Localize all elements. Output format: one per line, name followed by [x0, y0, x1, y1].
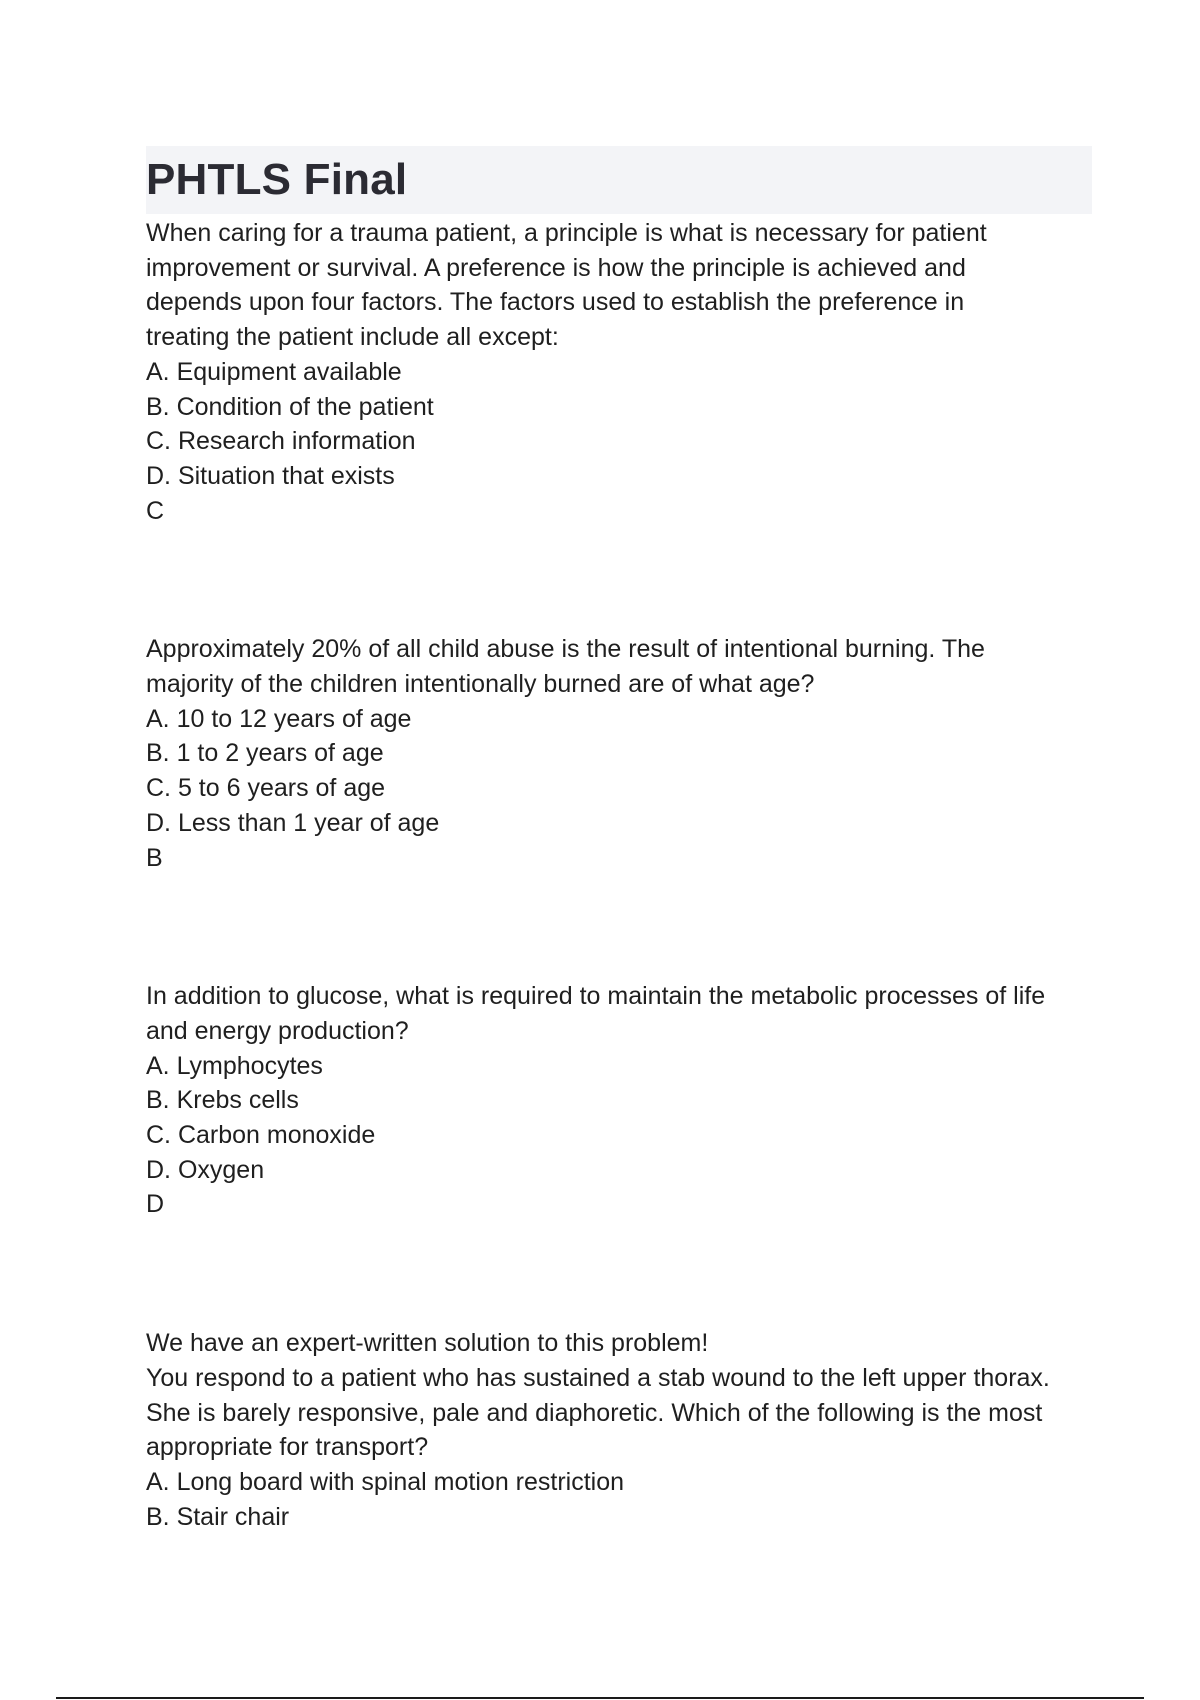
question-text: You respond to a patient who has sustained a stab wound to the left upper thorax. She is barely responsive, pale and diaphoretic. Which of the following is the most appropriate for transport? — [146, 1363, 1050, 1462]
title-bar — [146, 146, 1092, 214]
question-text: Approximately 20% of all child abuse is the result of intentional burning. The majority of the children intentionally burned are of what age? — [146, 635, 985, 699]
spacer — [146, 875, 1092, 979]
option-d: D. Situation that exists — [146, 461, 395, 490]
question-3 — [146, 979, 1092, 1222]
spacer — [146, 1222, 1092, 1326]
footer-divider — [56, 1697, 1144, 1699]
option-a: A. Equipment available — [146, 357, 402, 386]
answer: D — [146, 1190, 165, 1219]
option-b: B. 1 to 2 years of age — [146, 739, 384, 768]
question-text: In addition to glucose, what is required to maintain the metabolic processes of life and energy production? — [146, 982, 1046, 1045]
option-d: D. Oxygen — [146, 1155, 265, 1184]
question-4 — [146, 1326, 1092, 1534]
question-text: When caring for a trauma patient, a principle is what is necessary for patient improvement or survival. A preference is how the principle is achieved and depends upon four factors. The factors used to establish the preference in treating the patient include all except: — [146, 219, 987, 352]
option-d: D. Less than 1 year of age — [146, 808, 440, 837]
option-a: A. 10 to 12 years of age — [146, 704, 412, 733]
option-c: C. Research information — [146, 427, 416, 456]
option-list — [146, 1049, 1092, 1188]
option-list — [146, 702, 1092, 841]
option-a: A. Lymphocytes — [146, 1051, 323, 1080]
expert-solution-notice: We have an expert-written solution to this problem! — [146, 1329, 709, 1358]
answer: B — [146, 843, 163, 872]
option-b: B. Krebs cells — [146, 1086, 299, 1115]
option-b: B. Stair chair — [146, 1502, 290, 1531]
option-b: B. Condition of the patient — [146, 392, 434, 421]
answer: C — [146, 496, 165, 525]
page-title: PHTLS Final — [146, 155, 408, 204]
option-c: C. 5 to 6 years of age — [146, 774, 386, 803]
option-c: C. Carbon monoxide — [146, 1121, 376, 1150]
option-list — [146, 355, 1092, 494]
option-list — [146, 1465, 1092, 1534]
question-2 — [146, 632, 1092, 875]
document-page — [146, 146, 1092, 1534]
option-a: A. Long board with spinal motion restriction — [146, 1467, 625, 1496]
spacer — [146, 528, 1092, 632]
question-1 — [146, 216, 1092, 528]
